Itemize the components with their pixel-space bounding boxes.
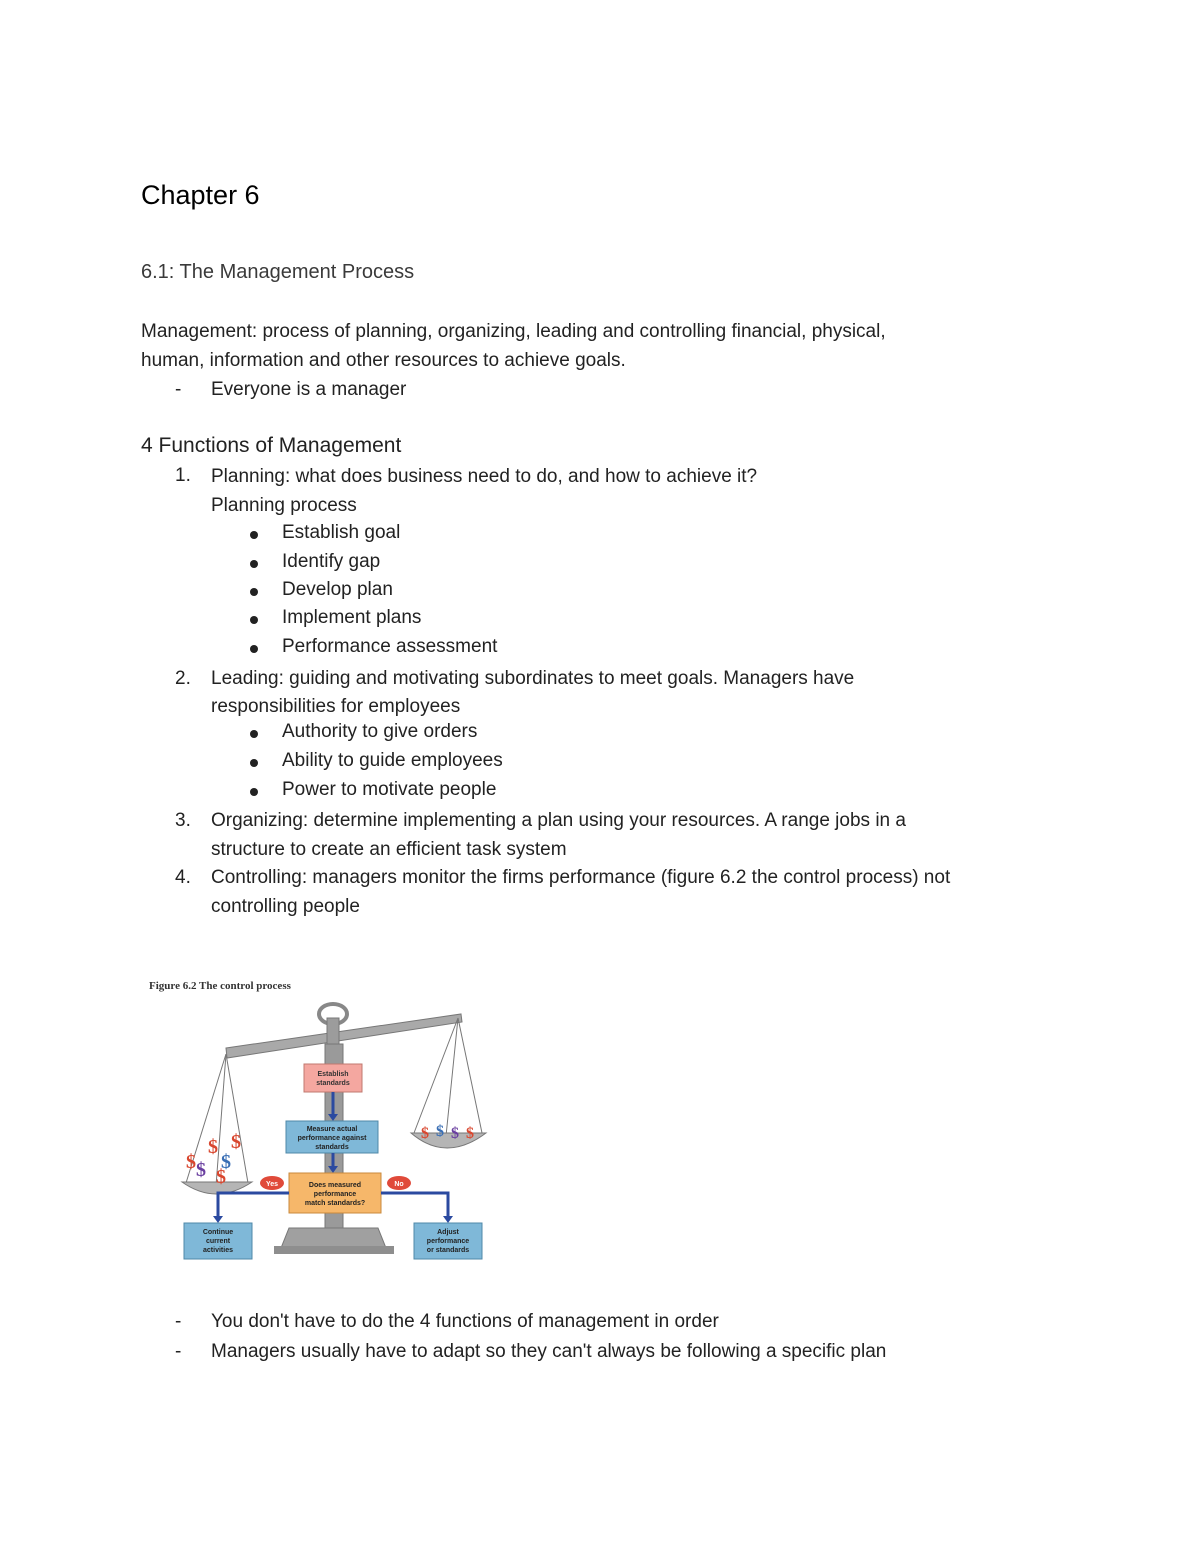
box-measure-line: standards [315,1144,349,1151]
bullet-text: Establish goal [282,522,401,543]
box-adjust-line: performance [426,1238,470,1245]
function-line: Controlling: managers monitor the firms performance (figure 6.2 the control process) not [211,867,951,888]
definition-line-1: Management: process of planning, organizing, leading and controlling financial, physical, [141,321,886,342]
note-text: Everyone is a manager [211,379,407,400]
dash-marker: - [175,1311,182,1332]
bullet-text: Develop plan [282,579,393,600]
box-continue-line: Continue [202,1229,234,1236]
control-process-figure [146,978,494,1268]
function-line: structure to create an efficient task system [211,839,567,860]
function-line: Organizing: determine implementing a plan using your resources. A range jobs in a [211,810,906,831]
function-line: responsibilities for employees [211,696,461,717]
bullet-text: Performance assessment [282,636,498,657]
bullet-marker [250,645,258,653]
scale-illustration [146,978,494,1268]
bullet-marker [250,788,258,796]
box-measure-line: Measure actual [306,1126,358,1133]
bullet-text: Ability to guide employees [282,750,503,771]
box-continue-line: current [205,1238,231,1245]
bullet-text: Implement plans [282,607,422,628]
dollar-icon: $ [216,1166,226,1188]
function-number: 1. [175,465,191,486]
dollar-icon: $ [208,1136,218,1158]
bullet-text: Authority to give orders [282,721,478,742]
box-decision-line: performance [313,1191,357,1198]
bullet-marker [250,759,258,767]
yes-label: Yes [265,1181,279,1188]
bullet-marker [250,560,258,568]
dollar-icon: $ [466,1125,474,1142]
box-adjust-line: Adjust [437,1229,459,1236]
dollar-icon: $ [196,1159,206,1181]
function-number: 2. [175,668,191,689]
function-line: controlling people [211,896,360,917]
box-adjust-line: or standards [426,1247,470,1254]
function-number: 3. [175,810,191,831]
box-establish-line: Establish [317,1071,349,1078]
functions-heading: 4 Functions of Management [141,434,402,457]
function-line: Planning: what does business need to do, and how to achieve it? [211,466,758,487]
dollar-icon: $ [451,1125,459,1142]
box-decision-line: match standards? [304,1200,366,1207]
definition-line-2: human, information and other resources to achieve goals. [141,350,626,371]
dollar-icon: $ [231,1131,241,1153]
bullet-marker [250,616,258,624]
bullet-marker [250,531,258,539]
section-title: 6.1: The Management Process [141,261,415,283]
bullet-marker [250,730,258,738]
bullet-text: Power to motivate people [282,779,497,800]
dollar-icon: $ [421,1125,429,1142]
dash-marker: - [175,1341,182,1362]
figure-title: Figure 6.2 The control process [149,980,291,992]
no-label: No [394,1181,404,1188]
bullet-marker [250,588,258,596]
dollar-icon: $ [221,1151,231,1173]
bullet-text: Identify gap [282,551,381,572]
dollar-icon: $ [436,1123,444,1140]
function-line: Leading: guiding and motivating subordinates to meet goals. Managers have [211,668,855,689]
chapter-title: Chapter 6 [141,180,260,210]
dollar-icon: $ [186,1151,196,1173]
note-text: Managers usually have to adapt so they can't always be following a specific plan [211,1341,887,1362]
box-decision-line: Does measured [308,1182,362,1189]
dash-marker: - [175,379,182,400]
function-line: Planning process [211,495,357,516]
function-number: 4. [175,867,191,888]
box-measure-line: performance against [297,1135,367,1142]
note-text: You don't have to do the 4 functions of management in order [211,1311,719,1332]
box-continue-line: activities [203,1247,233,1254]
box-establish-line: standards [316,1080,350,1087]
